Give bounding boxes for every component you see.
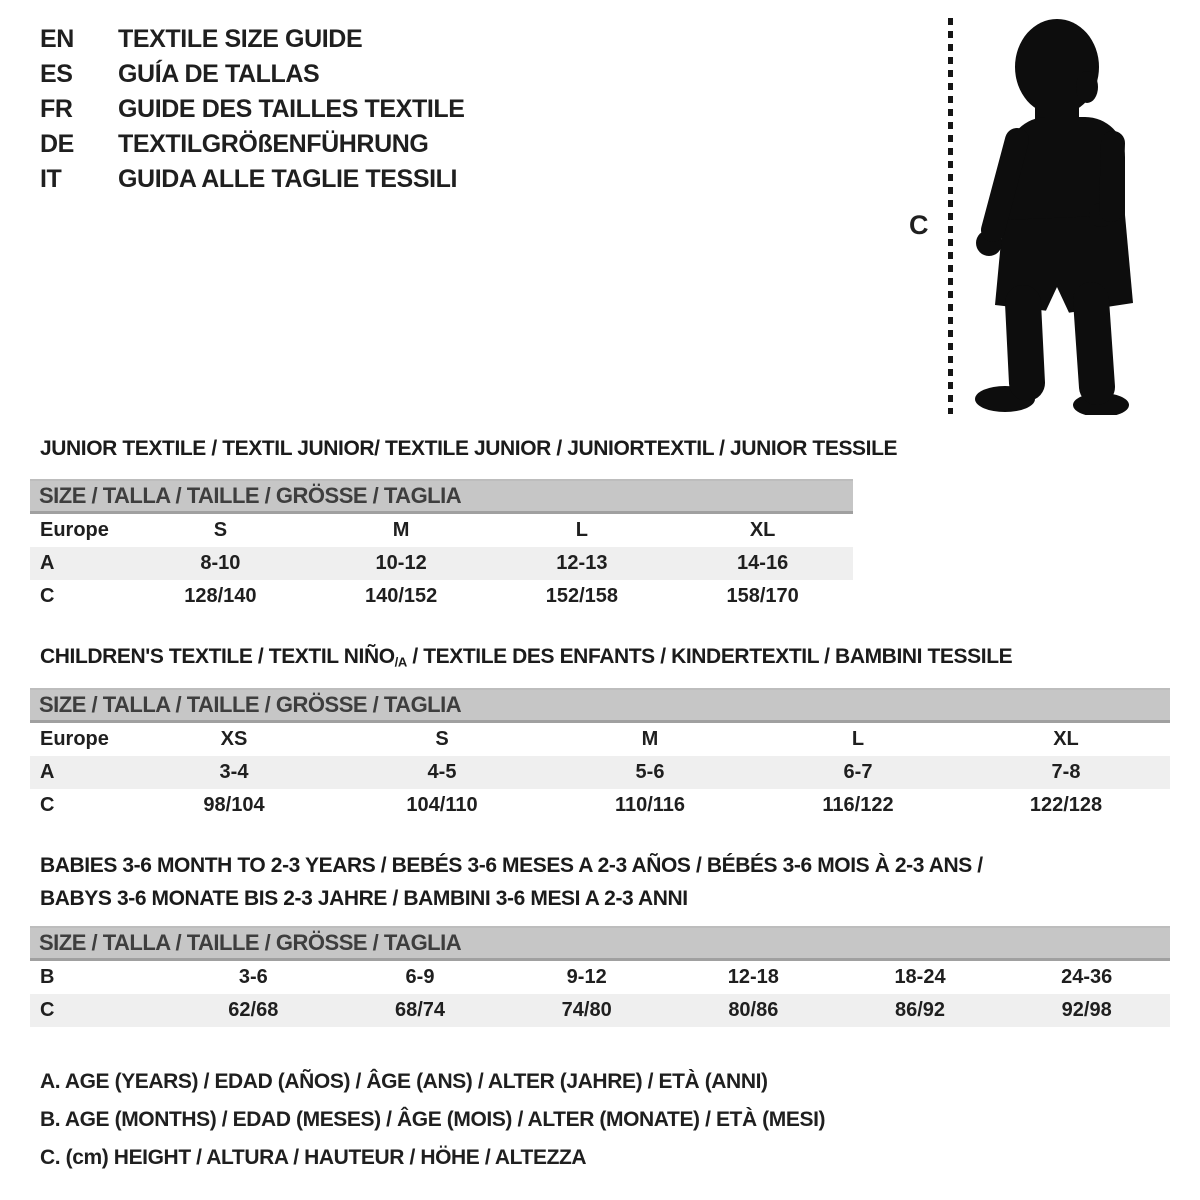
row-label: C <box>40 585 55 607</box>
size-cell: M <box>392 519 410 541</box>
children-size-table <box>30 688 1170 822</box>
size-cell: 9-12 <box>566 966 607 988</box>
language-title: GUIDA ALLE TAGLIE TESSILI <box>118 165 458 193</box>
size-cell: 140/152 <box>364 585 438 607</box>
row-label: A <box>40 552 55 574</box>
size-cell: 12-13 <box>556 552 608 574</box>
size-cell: 12-18 <box>727 966 779 988</box>
row-label: A <box>40 761 55 783</box>
language-title: GUIDE DES TAILLES TEXTILE <box>118 95 465 123</box>
size-cell: XL <box>749 519 776 541</box>
babies-size-table <box>30 926 1170 1027</box>
babies-section-title <box>40 849 983 915</box>
language-title: TEXTILE SIZE GUIDE <box>118 25 363 53</box>
babies-table-rows <box>30 961 1170 1027</box>
junior-section-title: JUNIOR TEXTILE / TEXTIL JUNIOR/ TEXTILE JUNIOR / JUNIORTEXTIL / JUNIOR TESSILE <box>40 437 898 460</box>
size-cell: XS <box>220 728 248 750</box>
row-label: Europe <box>40 519 109 541</box>
size-cell: 10-12 <box>375 552 427 574</box>
size-cell: S <box>213 519 228 541</box>
size-cell: 152/158 <box>545 585 619 607</box>
legend-line-b: B. AGE (MONTHS) / EDAD (MESES) / ÂGE (MOIS) / ALTER (MONATE) / ETÀ (MESI) <box>40 1108 826 1131</box>
language-code: ES <box>40 60 73 88</box>
children-section-title <box>40 645 1012 675</box>
size-cell: 14-16 <box>737 552 789 574</box>
size-header-bar: SIZE / TALLA / TAILLE / GRÖSSE / TAGLIA <box>30 926 1170 961</box>
row-label: Europe <box>40 728 109 750</box>
size-cell: 6-9 <box>405 966 435 988</box>
size-cell: 6-7 <box>843 761 873 783</box>
height-measure-dashed-line <box>948 18 953 414</box>
language-title: TEXTILGRÖßENFÜHRUNG <box>118 130 429 158</box>
size-cell: M <box>641 728 659 750</box>
children-title-part2: / TEXTILE DES ENFANTS / KINDERTEXTIL / BAMBINI TESSILE <box>406 645 1013 668</box>
size-cell: 128/140 <box>184 585 257 607</box>
size-cell: 62/68 <box>228 999 279 1021</box>
table-row-c <box>30 580 853 613</box>
height-measure-label: C <box>909 210 929 240</box>
row-label: C <box>40 794 55 816</box>
language-code: EN <box>40 25 74 53</box>
children-title-subscript: /A <box>394 654 407 670</box>
size-cell: 68/74 <box>394 999 446 1021</box>
legend-line-c: C. (cm) HEIGHT / ALTURA / HAUTEUR / HÖHE / ALTEZZA <box>40 1146 587 1169</box>
children-title-part1: CHILDREN'S TEXTILE / TEXTIL NIÑO <box>40 645 395 668</box>
size-cell: 7-8 <box>1051 761 1081 783</box>
size-cell: 158/170 <box>726 585 799 607</box>
table-row-c <box>30 994 1170 1027</box>
size-cell: 74/80 <box>561 999 612 1021</box>
size-cell: 24-36 <box>1061 966 1113 988</box>
table-row-europe <box>30 514 853 547</box>
language-code: IT <box>40 165 62 193</box>
babies-title-line2: BABYS 3-6 MONATE BIS 2-3 JAHRE / BAMBINI 3-6 MESI A 2-3 ANNI <box>40 887 688 910</box>
size-cell: 116/122 <box>822 794 894 816</box>
language-title: GUÍA DE TALLAS <box>118 60 320 88</box>
size-cell: 92/98 <box>1061 999 1112 1021</box>
babies-title-line1: BABIES 3-6 MONTH TO 2-3 YEARS / BEBÉS 3-6 MESES A 2-3 AÑOS / BÉBÉS 3-6 MOIS À 2-3 ANS / <box>40 854 983 877</box>
size-cell: 3-4 <box>219 761 249 783</box>
size-cell: L <box>851 728 865 750</box>
size-cell: 18-24 <box>894 966 946 988</box>
row-label: C <box>40 999 55 1021</box>
size-cell: S <box>435 728 449 750</box>
junior-table-rows <box>30 514 853 613</box>
children-table-rows <box>30 723 1170 822</box>
size-cell: 86/92 <box>894 999 946 1021</box>
language-title-list <box>40 22 465 197</box>
size-cell: 122/128 <box>1029 794 1103 816</box>
legend-line-a: A. AGE (YEARS) / EDAD (AÑOS) / ÂGE (ANS) / ALTER (JAHRE) / ETÀ (ANNI) <box>40 1070 768 1093</box>
row-label: B <box>40 966 55 988</box>
size-cell: 5-6 <box>635 761 665 783</box>
table-row-b <box>30 961 1170 994</box>
toddler-silhouette-icon <box>973 15 1133 415</box>
language-code: DE <box>40 130 74 158</box>
table-row-a <box>30 547 853 580</box>
junior-size-table <box>30 479 853 613</box>
size-cell: 80/86 <box>728 999 779 1021</box>
size-cell: 3-6 <box>238 966 268 988</box>
size-cell: 104/110 <box>406 794 478 816</box>
table-row-c <box>30 789 1170 822</box>
size-cell: 98/104 <box>203 794 265 816</box>
size-cell: XL <box>1053 728 1079 750</box>
size-cell: 110/116 <box>614 794 686 816</box>
size-cell: 4-5 <box>427 761 457 783</box>
language-code: FR <box>40 95 73 123</box>
measurement-legend <box>40 1063 825 1177</box>
size-cell: L <box>575 519 588 541</box>
size-cell: 8-10 <box>200 552 241 574</box>
size-header-bar: SIZE / TALLA / TAILLE / GRÖSSE / TAGLIA <box>30 479 853 514</box>
table-row-a <box>30 756 1170 789</box>
size-header-bar: SIZE / TALLA / TAILLE / GRÖSSE / TAGLIA <box>30 688 1170 723</box>
table-row-europe <box>30 723 1170 756</box>
